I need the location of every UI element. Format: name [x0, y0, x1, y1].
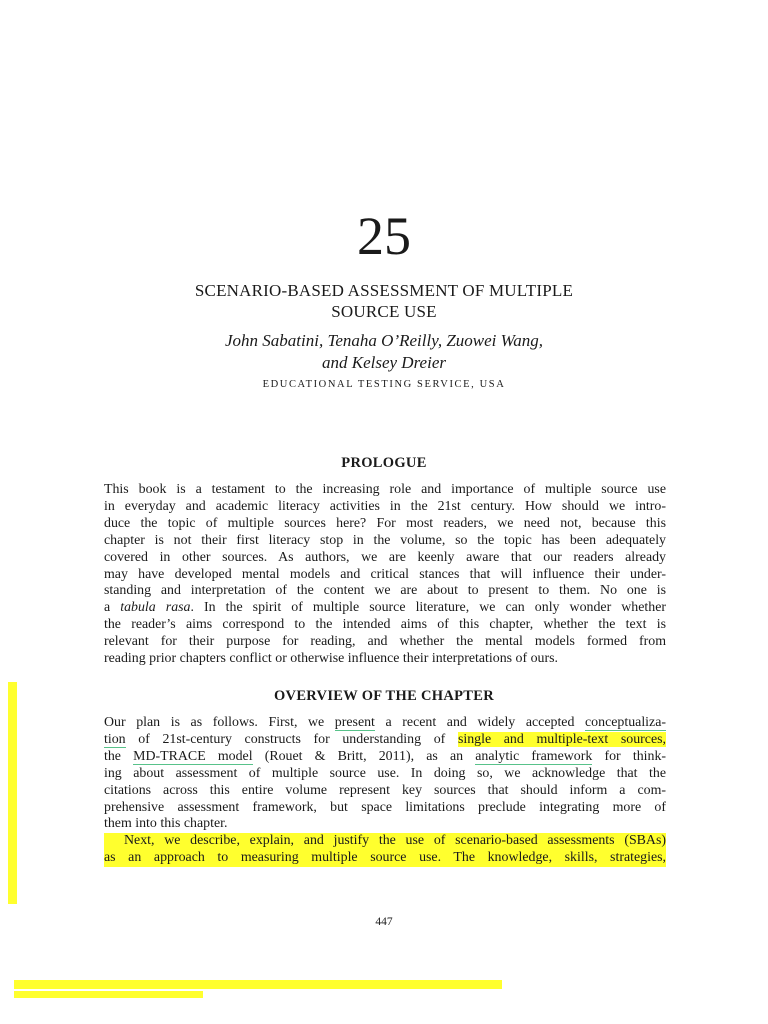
text-line: in everyday and academic literacy activities in the 21st century. How should we intro- — [104, 498, 666, 514]
text-fragment: (Rouet & Britt, 2011), as an — [252, 748, 476, 764]
italic-term: tabula rasa — [120, 600, 191, 616]
authors-line1: John Sabatini, Tenaha O’Reilly, Zuowei Wang, — [225, 331, 543, 350]
affiliation: EDUCATIONAL TESTING SERVICE, USA — [262, 379, 506, 390]
text-line: duce the topic of multiple sources here? For most readers, we need not, because this — [104, 515, 666, 531]
text-line: This book is a testament to the increasing role and importance of multiple source use — [104, 482, 666, 497]
chapter-title-line1: SCENARIO-BASED ASSESSMENT OF MULTIPLE — [194, 281, 574, 300]
text-line: prehensive assessment framework, but space limitations preclude integrating more of — [104, 799, 666, 815]
text-line: them into this chapter. — [104, 816, 228, 832]
text-fragment: the — [104, 748, 134, 764]
page-number: 447 — [375, 916, 393, 928]
text-line: relevant for their purpose for reading, and whether the mental models formed from — [104, 634, 666, 650]
text-line — [104, 732, 666, 749]
underlined-annotation[interactable]: analytic framework — [475, 748, 593, 764]
prologue-paragraph — [104, 482, 666, 668]
highlight-bottom-bar-short — [14, 991, 203, 998]
underlined-annotation[interactable]: tion — [104, 731, 126, 747]
underlined-annotation[interactable]: conceptualiza- — [585, 715, 666, 730]
overview-paragraph — [104, 715, 666, 867]
text-line: the reader’s aims correspond to the intended aims of this chapter, whether the text is — [104, 617, 666, 633]
chapter-number: 25 — [357, 206, 411, 266]
text-fragment: . In the spirit of multiple source literature, we can only wonder whether — [190, 600, 667, 616]
prologue-heading: PROLOGUE — [341, 455, 427, 471]
highlight-margin-bar — [8, 682, 17, 904]
text-fragment: Our plan is as follows. First, we — [104, 715, 335, 730]
chapter-authors — [0, 330, 768, 374]
text-fragment: of 21st-century constructs for understanding of — [125, 731, 458, 747]
text-line: may have developed mental models and critical stances that will influence their under- — [104, 566, 666, 582]
text-fragment: a — [104, 600, 121, 616]
text-line: standing and interpretation of the content we are about to present to them. No one is — [104, 583, 666, 599]
authors-line2: and Kelsey Dreier — [321, 353, 446, 372]
underlined-annotation[interactable]: present — [334, 715, 375, 730]
text-line: ing about assessment of multiple source use. In doing so, we acknowledge that the — [104, 765, 666, 781]
chapter-title — [0, 280, 768, 322]
text-line — [104, 715, 666, 732]
underlined-annotation[interactable]: MD-TRACE model — [133, 748, 253, 764]
highlight-bottom-bar — [14, 980, 502, 989]
text-line — [104, 600, 666, 617]
text-line: chapter is not their first literacy stop in the volume, so the topic has been adequately — [104, 532, 666, 548]
text-line: reading prior chapters conflict or otherwise influence their interpretations of ours. — [104, 651, 558, 667]
highlighted-annotation[interactable]: Next, we describe, explain, and justify the use of scenario-based assessments (SBAs) — [104, 833, 666, 850]
text-line: citations across this entire volume represent key sources that should inform a com- — [104, 782, 666, 798]
text-line: covered in other sources. As authors, we are keenly aware that our readers already — [104, 549, 666, 565]
text-fragment: a recent and widely accepted — [374, 715, 586, 730]
text-line — [104, 749, 666, 766]
text-fragment: for think- — [592, 748, 667, 764]
highlighted-annotation[interactable]: as an approach to measuring multiple source use. The knowledge, skills, strategies, — [104, 850, 666, 866]
overview-heading: OVERVIEW OF THE CHAPTER — [273, 688, 495, 704]
chapter-title-line2: SOURCE USE — [331, 302, 437, 321]
highlighted-annotation[interactable]: single and multiple-text sources, — [457, 731, 666, 747]
